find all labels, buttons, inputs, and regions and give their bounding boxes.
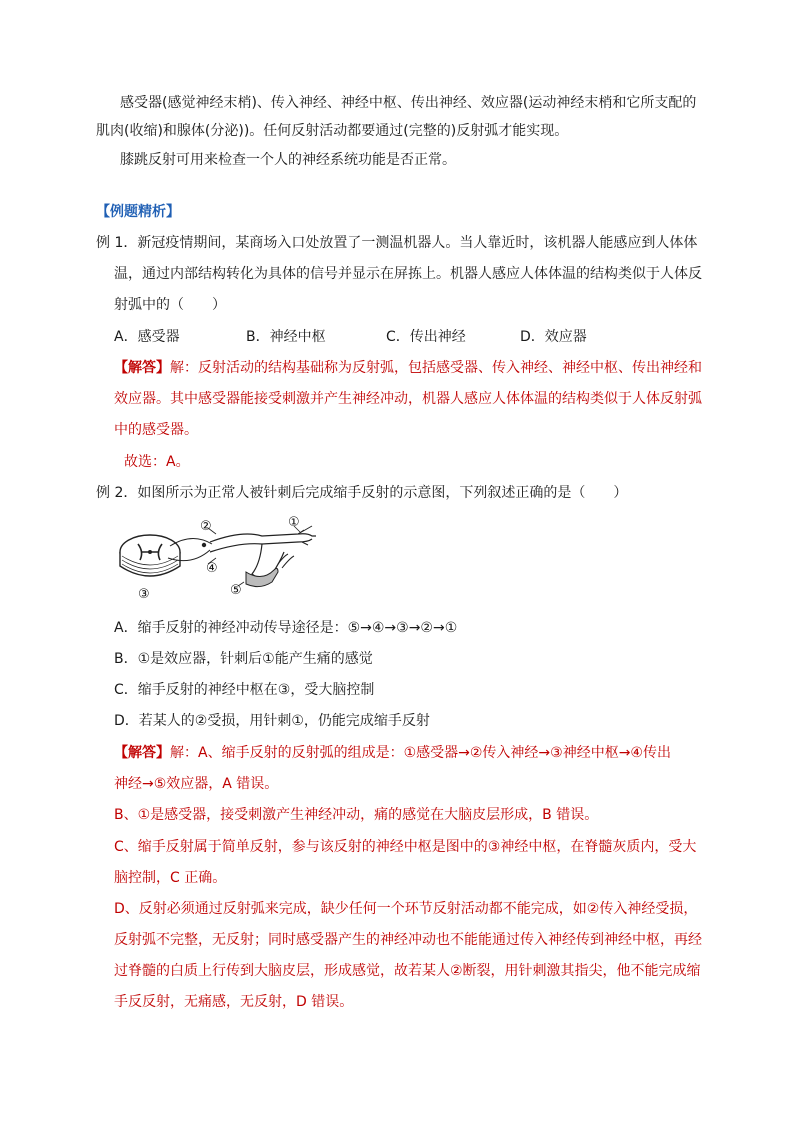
answer-tag: 【解答】 [114, 745, 170, 761]
section-header: 【例题精析】 [96, 204, 180, 220]
answer-text: 解：A、缩手反射的反射弧的组成是：①感受器→②传入神经→③神经中枢→④传出 [170, 745, 671, 761]
question-1-stem: 例 1．新冠疫情期间，某商场入口处放置了一测温机器人。当人靠近时，该机器人能感应到人体体 [96, 235, 698, 251]
question-2-stem: 例 2．如图所示为正常人被针刺后完成缩手反射的示意图，下列叙述正确的是（ ） [96, 485, 628, 501]
reflex-arc-illustration [112, 512, 324, 602]
q1-answer-line [114, 358, 702, 378]
q2-answer-line: 脑控制，C 正确。 [114, 870, 227, 886]
question-1-stem: 温，通过内部结构转化为具体的信号并显示在屏拣上。机器人感应人体体温的结构类似于人体反 [114, 266, 702, 282]
q2-answer-line: 过脊髓的白质上行传到大脑皮层，形成感觉，故若某人②断裂，用针刺激其指尖，他不能完成缩 [114, 963, 701, 979]
label-2: ② [200, 519, 212, 534]
intro-paragraph-line: 肌肉(收缩)和腺体(分泌))。任何反射活动都要通过(完整的)反射弧才能实现。 [96, 123, 569, 139]
q1-answer-line: 中的感受器。 [114, 422, 198, 438]
answer-tag: 【解答】 [114, 360, 170, 376]
q2-answer-line: D、反射必须通过反射弧来完成，缺少任何一个环节反射活动都不能完成，如②传入神经受损， [114, 901, 698, 917]
q2-answer-line: 神经→⑤效应器，A 错误。 [114, 776, 279, 792]
q2-answer-line: 手反反射，无痛感，无反射，D 错误。 [114, 994, 354, 1010]
q1-option-d: D．效应器 [520, 329, 587, 345]
q2-option-a: A．缩手反射的神经冲动传导途径是：⑤→④→③→②→① [114, 620, 458, 636]
spinal-cord-illustration [120, 535, 180, 576]
q2-option-b: B．①是效应器，针刺后①能产生痛的感觉 [114, 651, 373, 667]
question-1-stem: 射弧中的（ ） [114, 297, 226, 313]
intro-paragraph-line: 膝跳反射可用来检查一个人的神经系统功能是否正常。 [120, 152, 456, 168]
q2-answer-line: B、①是感受器，接受刺激产生神经冲动，痛的感觉在大脑皮层形成，B 错误。 [114, 807, 599, 823]
q1-option-c: C．传出神经 [386, 329, 466, 345]
intro-paragraph-line: 感受器(感觉神经末梢)、传入神经、神经中枢、传出神经、效应器(运动神经末梢和它所支配的 [120, 95, 697, 111]
label-4: ④ [206, 561, 218, 576]
q1-option-a: A．感受器 [114, 329, 180, 345]
q2-option-d: D．若某人的②受损，用针刺①，仍能完成缩手反射 [114, 713, 430, 729]
q2-option-c: C．缩手反射的神经中枢在③，受大脑控制 [114, 682, 375, 698]
label-3: ③ [138, 587, 150, 602]
label-5: ⑤ [230, 583, 242, 598]
reflex-arc-figure [112, 512, 324, 602]
q2-answer-line [114, 743, 671, 763]
answer-text: 解：反射活动的结构基础称为反射弧，包括感受器、传入神经、神经中枢、传出神经和 [170, 360, 702, 376]
label-1: ① [288, 515, 300, 530]
arm-illustration [210, 526, 316, 587]
q1-answer-line: 效应器。其中感受器能接受刺激并产生神经冲动，机器人感应人体体温的结构类似于人体反射弧 [114, 391, 702, 407]
q1-option-b: B．神经中枢 [246, 329, 326, 345]
q2-answer-line: C、缩手反射属于简单反射，参与该反射的神经中枢是图中的③神经中枢，在脊髓灰质内，受大 [114, 839, 697, 855]
q1-choice-line: 故选：A。 [124, 454, 190, 470]
q2-answer-line: 反射弧不完整，无反射；同时感受器产生的神经冲动也不能能通过传入神经传到神经中枢，再经 [114, 932, 702, 948]
